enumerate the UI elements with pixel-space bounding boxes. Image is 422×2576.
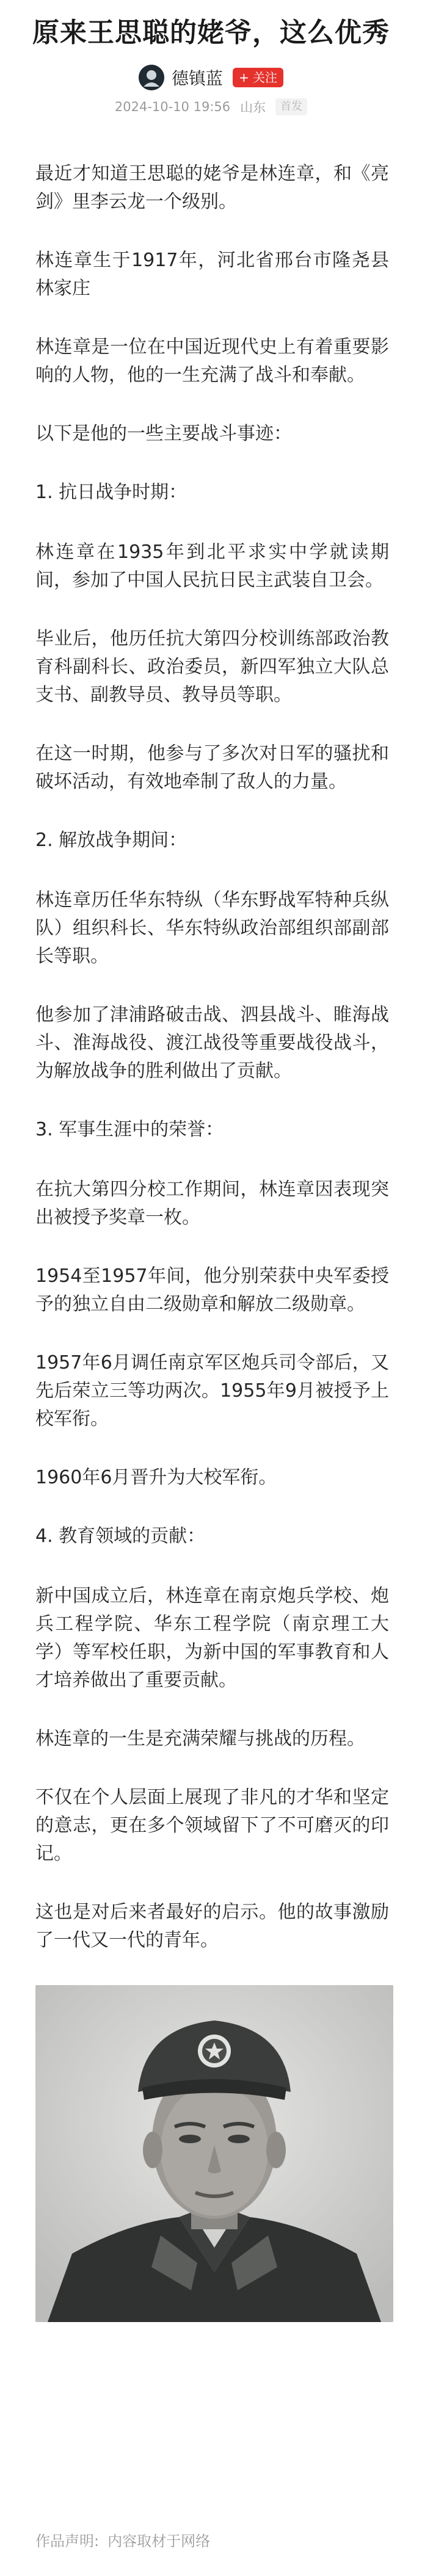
paragraph: 1954至1957年间，他分别荣获中央军委授予的独立自由二级勋章和解放二级勋章。 [35,1265,389,1315]
article-body [0,116,422,2322]
paragraph: 以下是他的一些主要战斗事迹： [35,423,292,444]
paragraph: 林连章历任华东特纵（华东野战军特种兵纵队）组织科长、华东特纵政治部组织部副部长等职。 [35,889,389,967]
article-meta [0,98,422,116]
paragraph: 新中国成立后，林连章在南京炮兵学校、炮兵工程学院、华东工程学院（南京理工大学）等军校任职，为新中国的军事教育和人才培养做出了重要贡献。 [35,1585,389,1691]
paragraph: 林连章在1935年到北平求实中学就读期间，参加了中国人民抗日民主武装自卫会。 [35,541,389,591]
publish-location: 山东 [240,100,266,115]
paragraph: 不仅在个人层面上展现了非凡的才华和坚定的意志，更在多个领域留下了不可磨灭的印记。 [35,1787,389,1864]
paragraph: 1960年6月晋升为大校军衔。 [35,1467,277,1488]
paragraph: 毕业后，他历任抗大第四分校训练部政治教育科副科长、政治委员，新四军独立大队总支书、副教导员、教导员等职。 [35,628,389,706]
section-heading: 3. 军事生涯中的荣誉： [35,1119,224,1140]
paragraph: 林连章的一生是充满荣耀与挑战的历程。 [35,1728,365,1749]
portrait-image [35,1985,393,2322]
author-avatar-icon[interactable] [139,65,164,90]
author-name[interactable]: 德镇蓝 [171,68,223,89]
paragraph: 在抗大第四分校工作期间，林连章因表现突出被授予奖章一枚。 [35,1179,389,1228]
avatar-emblem-icon [139,65,164,90]
first-publish-badge: 首发 [275,98,307,115]
article-title: 原来王思聪的姥爷，这么优秀 [32,17,390,48]
publish-datetime: 2024-10-10 19:56 [114,99,231,114]
paragraph: 林连章是一位在中国近现代史上有着重要影响的人物，他的一生充满了战斗和奉献。 [35,336,389,386]
paragraph: 他参加了津浦路破击战、泗县战斗、睢海战斗、淮海战役、渡江战役等重要战役战斗，为解放战争的胜利做出了贡献。 [35,1004,389,1082]
paragraph: 最近才知道王思聪的姥爷是林连章，和《亮剑》里李云龙一个级别。 [35,163,389,212]
footer-label: 作品声明: [35,2533,100,2550]
footer-value: 内容取材于网络 [107,2533,211,2550]
section-heading: 4. 教育领域的贡献： [35,1525,206,1547]
portrait-photo[interactable] [35,1985,393,2322]
follow-button[interactable]: + 关注 [233,68,283,87]
section-heading: 2. 解放战争期间： [35,830,187,851]
author-row [0,62,422,93]
paragraph: 林连章生于1917年，河北省邢台市隆尧县林家庄 [35,250,389,299]
paragraph: 在这一时期，他参与了多次对日军的骚扰和破坏活动，有效地牵制了敌人的力量。 [35,743,389,792]
article-footer [35,2529,210,2550]
section-heading: 1. 抗日战争时期： [35,482,187,503]
paragraph: 1957年6月调任南京军区炮兵司令部后，又先后荣立三等功两次。1955年9月被授予上校军衔。 [35,1352,389,1430]
paragraph: 这也是对后来者最好的启示。他的故事激励了一代又一代的青年。 [35,1901,389,1951]
